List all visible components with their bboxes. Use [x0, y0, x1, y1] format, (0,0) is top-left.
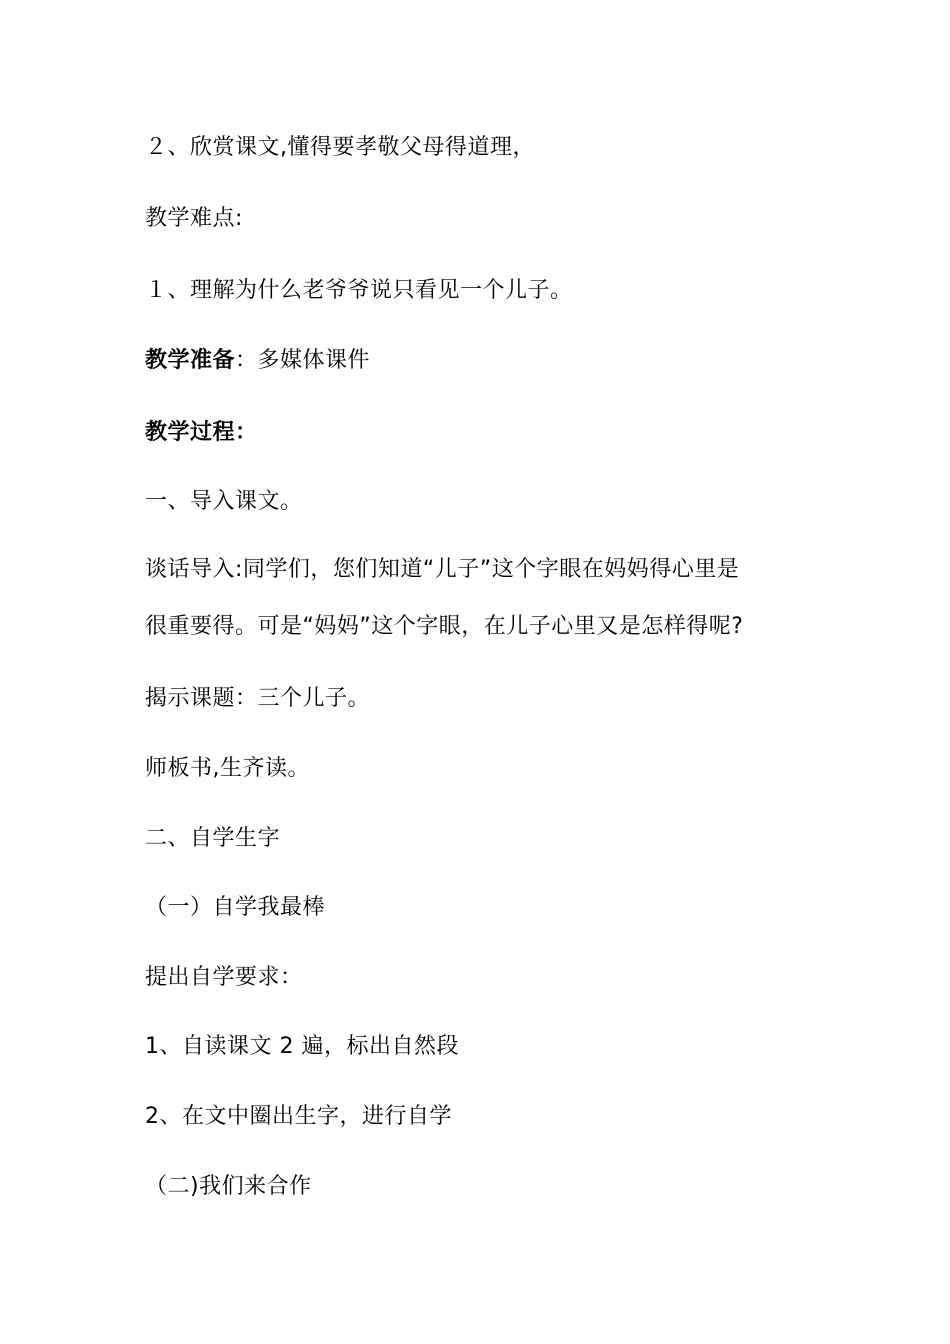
section-heading-intro: 一、导入课文。	[145, 489, 303, 514]
teaching-preparation-label: 教学准备	[145, 348, 236, 373]
board-writing-line: 师板书,生齐读。	[145, 756, 310, 781]
teaching-difficulty-1: １、理解为什么老爷爷说只看见一个儿子。	[145, 278, 573, 303]
intro-talk-line-2: 很重要得。可是“妈妈”这个字眼，在儿子心里又是怎样得呢?	[145, 614, 744, 639]
subsection-heading-1: （一）自学我最棒	[145, 895, 326, 920]
teaching-process-heading: 教学过程：	[145, 420, 258, 445]
subsection-heading-2: （二)我们来合作	[145, 1174, 312, 1199]
self-study-requirements-heading: 提出自学要求：	[145, 965, 303, 990]
requirement-item-1: 1、自读课文 2 遍，标出自然段	[145, 1034, 459, 1059]
section-heading-self-study: 二、自学生字	[145, 826, 281, 851]
reveal-title-line: 揭示课题：三个儿子。	[145, 686, 371, 711]
intro-talk-line-1: 谈话导入:同学们，您们知道“儿子”这个字眼在妈妈得心里是	[145, 557, 740, 582]
teaching-objective-2: ２、欣赏课文,懂得要孝敬父母得道理，	[145, 135, 535, 160]
requirement-item-2: 2、在文中圈出生字，进行自学	[145, 1104, 452, 1129]
teaching-preparation-value: ：多媒体课件	[235, 348, 371, 373]
teaching-preparation	[145, 346, 370, 376]
teaching-difficulty-heading: 教学难点:	[145, 206, 243, 231]
